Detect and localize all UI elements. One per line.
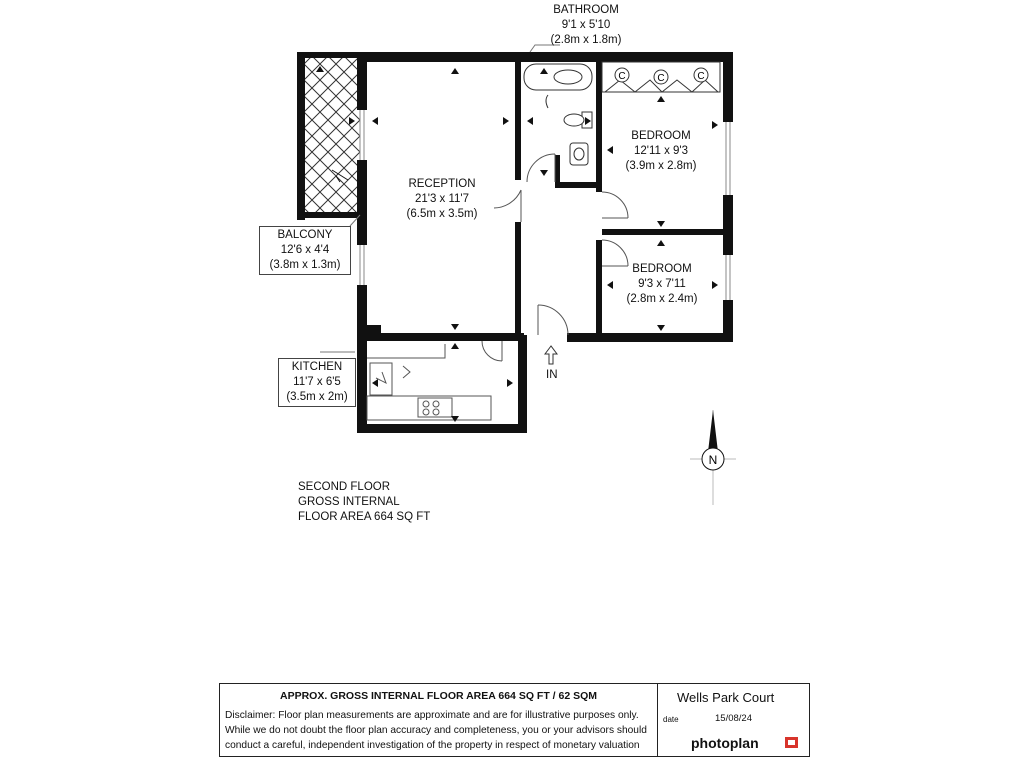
room-size-metric: (3.8m x 1.3m) [269, 259, 341, 271]
bathroom-fixtures [524, 64, 592, 165]
room-name: BEDROOM [632, 263, 692, 275]
brand-logo-icon [785, 737, 798, 748]
room-name: BATHROOM [553, 4, 619, 16]
bedroom-main-label [612, 129, 710, 174]
room-size-imperial: 11'7 x 6'5 [293, 376, 341, 388]
room-name: RECEPTION [408, 178, 476, 190]
floor-note-line: FLOOR AREA 664 SQ FT [298, 511, 431, 523]
room-size-imperial: 9'1 x 5'10 [561, 19, 611, 31]
entrance-label: IN [546, 369, 558, 381]
property-address: Wells Park Court [677, 690, 775, 705]
cupboard-label: C [657, 73, 665, 84]
kitchen-label [278, 358, 356, 407]
disclaimer-line: conduct a careful, independent investigation of the property in respect of monetary valuation [225, 740, 640, 751]
room-size-metric: (2.8m x 1.8m) [550, 34, 622, 46]
outer-walls [357, 52, 733, 433]
footer-right [657, 684, 809, 756]
bathroom-label [540, 3, 632, 48]
disclaimer-line: While we do not doubt the floor plan accuracy and completeness, you or your advisors should [225, 725, 647, 736]
room-name: BEDROOM [631, 130, 691, 142]
entrance-arrow [545, 346, 557, 364]
bedroom-second-label [613, 262, 711, 307]
room-size-imperial: 21'3 x 11'7 [414, 193, 470, 205]
cupboard-label: C [697, 71, 705, 82]
floor-notes [298, 480, 430, 525]
compass-north-label: N [708, 453, 718, 467]
reception-label [392, 177, 492, 222]
balcony-area [297, 52, 365, 220]
footer-area-title: APPROX. GROSS INTERNAL FLOOR AREA 664 SQ FT / 62 SQM [280, 690, 597, 702]
room-size-metric: (6.5m x 3.5m) [406, 208, 478, 220]
footer-panel [219, 683, 810, 757]
room-size-metric: (2.8m x 2.4m) [626, 293, 698, 305]
room-name: BALCONY [277, 229, 333, 241]
room-size-imperial: 9'3 x 7'11 [638, 278, 686, 290]
kitchen-fixtures [367, 344, 491, 420]
balcony-label [259, 226, 351, 275]
room-size-imperial: 12'6 x 4'4 [280, 244, 330, 256]
date-label: date [663, 715, 679, 724]
room-size-metric: (3.5m x 2m) [286, 391, 348, 403]
footer-left [220, 684, 658, 756]
room-size-imperial: 12'11 x 9'3 [633, 145, 689, 157]
disclaimer-line: Disclaimer: Floor plan measurements are approximate and are for illustrative purposes only. [225, 710, 639, 721]
brand-logo: photoplan [691, 735, 759, 751]
room-name: KITCHEN [291, 361, 343, 373]
floor-note-line: GROSS INTERNAL [298, 496, 400, 508]
plan-date: 15/08/24 [715, 713, 752, 724]
room-size-metric: (3.9m x 2.8m) [625, 160, 697, 172]
floor-note-line: SECOND FLOOR [298, 481, 391, 493]
cupboard-label: C [618, 71, 626, 82]
footer-disclaimer [225, 708, 657, 753]
